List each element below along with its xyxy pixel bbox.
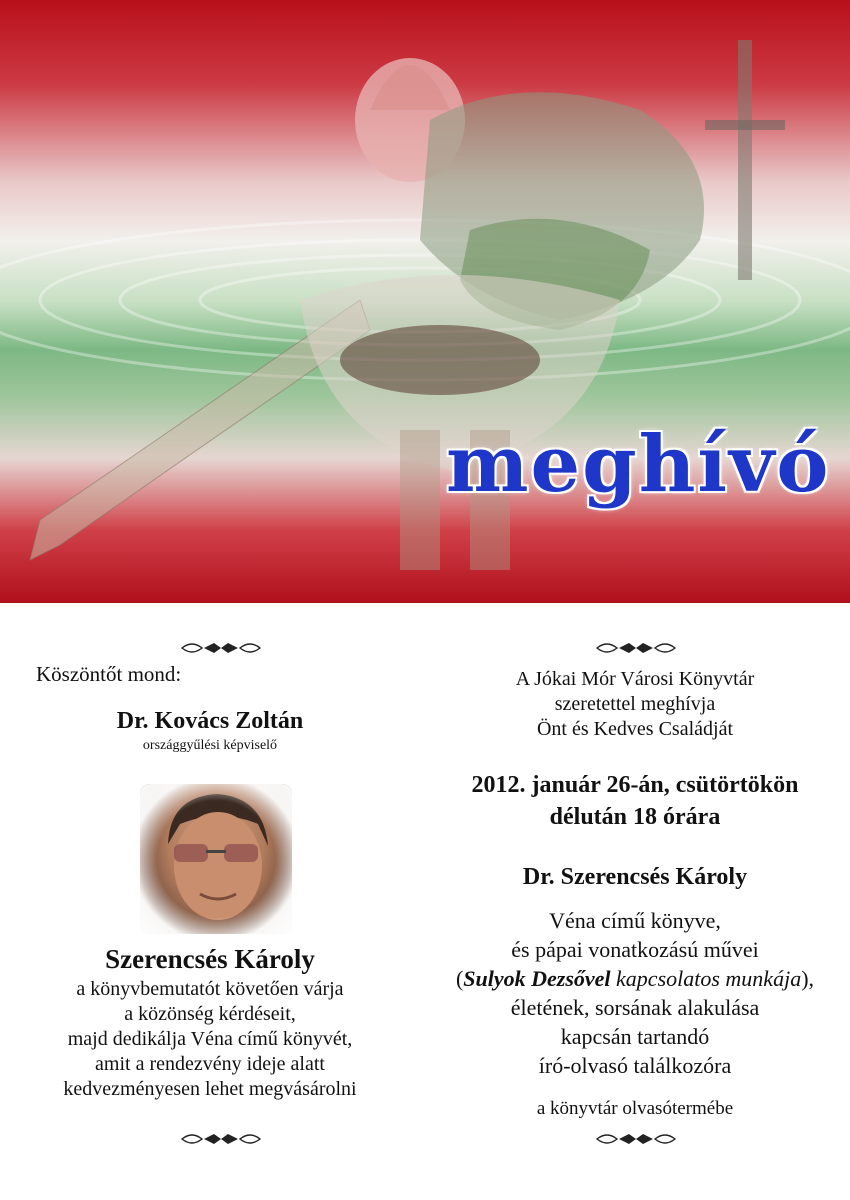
left-text-line-4: amit a rendezvény ideje alatt — [95, 1053, 325, 1075]
event-time: délután 18 órára — [549, 804, 721, 830]
left-text-line-2: a közönség kérdéseit, — [124, 1003, 296, 1025]
event-date: 2012. január 26-án, csütörtökön — [471, 772, 799, 798]
left-text-line-1: a könyvbemutatót követően várja — [76, 978, 344, 1000]
speaker-role: országgyűlési képviselő — [142, 738, 278, 753]
guest-name: Dr. Szerencsés Károly — [522, 864, 748, 890]
greeting-label: Köszöntőt mond: — [36, 662, 182, 686]
invitation-title: meghívó — [446, 419, 831, 510]
intro-line-2: szeretettel meghívja — [554, 693, 716, 715]
author-name: Szerencsés Károly — [105, 944, 315, 974]
paren-open: ( — [455, 966, 464, 991]
bottom-left-ornament — [180, 1131, 262, 1147]
intro-line-1: A Jókai Mór Városi Könyvtár — [515, 668, 755, 690]
topic-line-4: életének, sorsának alakulása — [510, 995, 760, 1020]
topic-person: Sulyok Dezsővel — [463, 966, 611, 991]
topic-work: kapcsolatos munkája — [610, 966, 802, 991]
topic-line-5: kapcsán tartandó — [560, 1024, 710, 1049]
portrait-vignette — [140, 784, 292, 934]
venue-text: a könyvtár olvasótermébe — [536, 1098, 734, 1119]
left-text-line-5: kedvezményesen lehet megvásárolni — [63, 1078, 357, 1100]
author-portrait — [140, 784, 292, 934]
topic-line-2: és pápai vonatkozású művei — [511, 937, 759, 962]
paren-close: ), — [801, 966, 815, 991]
top-left-ornament — [180, 640, 262, 656]
left-text-line-3: majd dedikálja Véna című könyvét, — [67, 1028, 353, 1050]
bottom-right-ornament — [595, 1131, 677, 1147]
intro-line-3: Önt és Kedves Családját — [536, 718, 734, 740]
topic-line-1: Véna című könyve, — [549, 908, 721, 933]
speaker-name: Dr. Kovács Zoltán — [116, 708, 304, 734]
top-right-ornament — [595, 640, 677, 656]
topic-line-6: író-olvasó találkozóra — [538, 1053, 732, 1078]
topic-line-3 — [440, 966, 830, 992]
